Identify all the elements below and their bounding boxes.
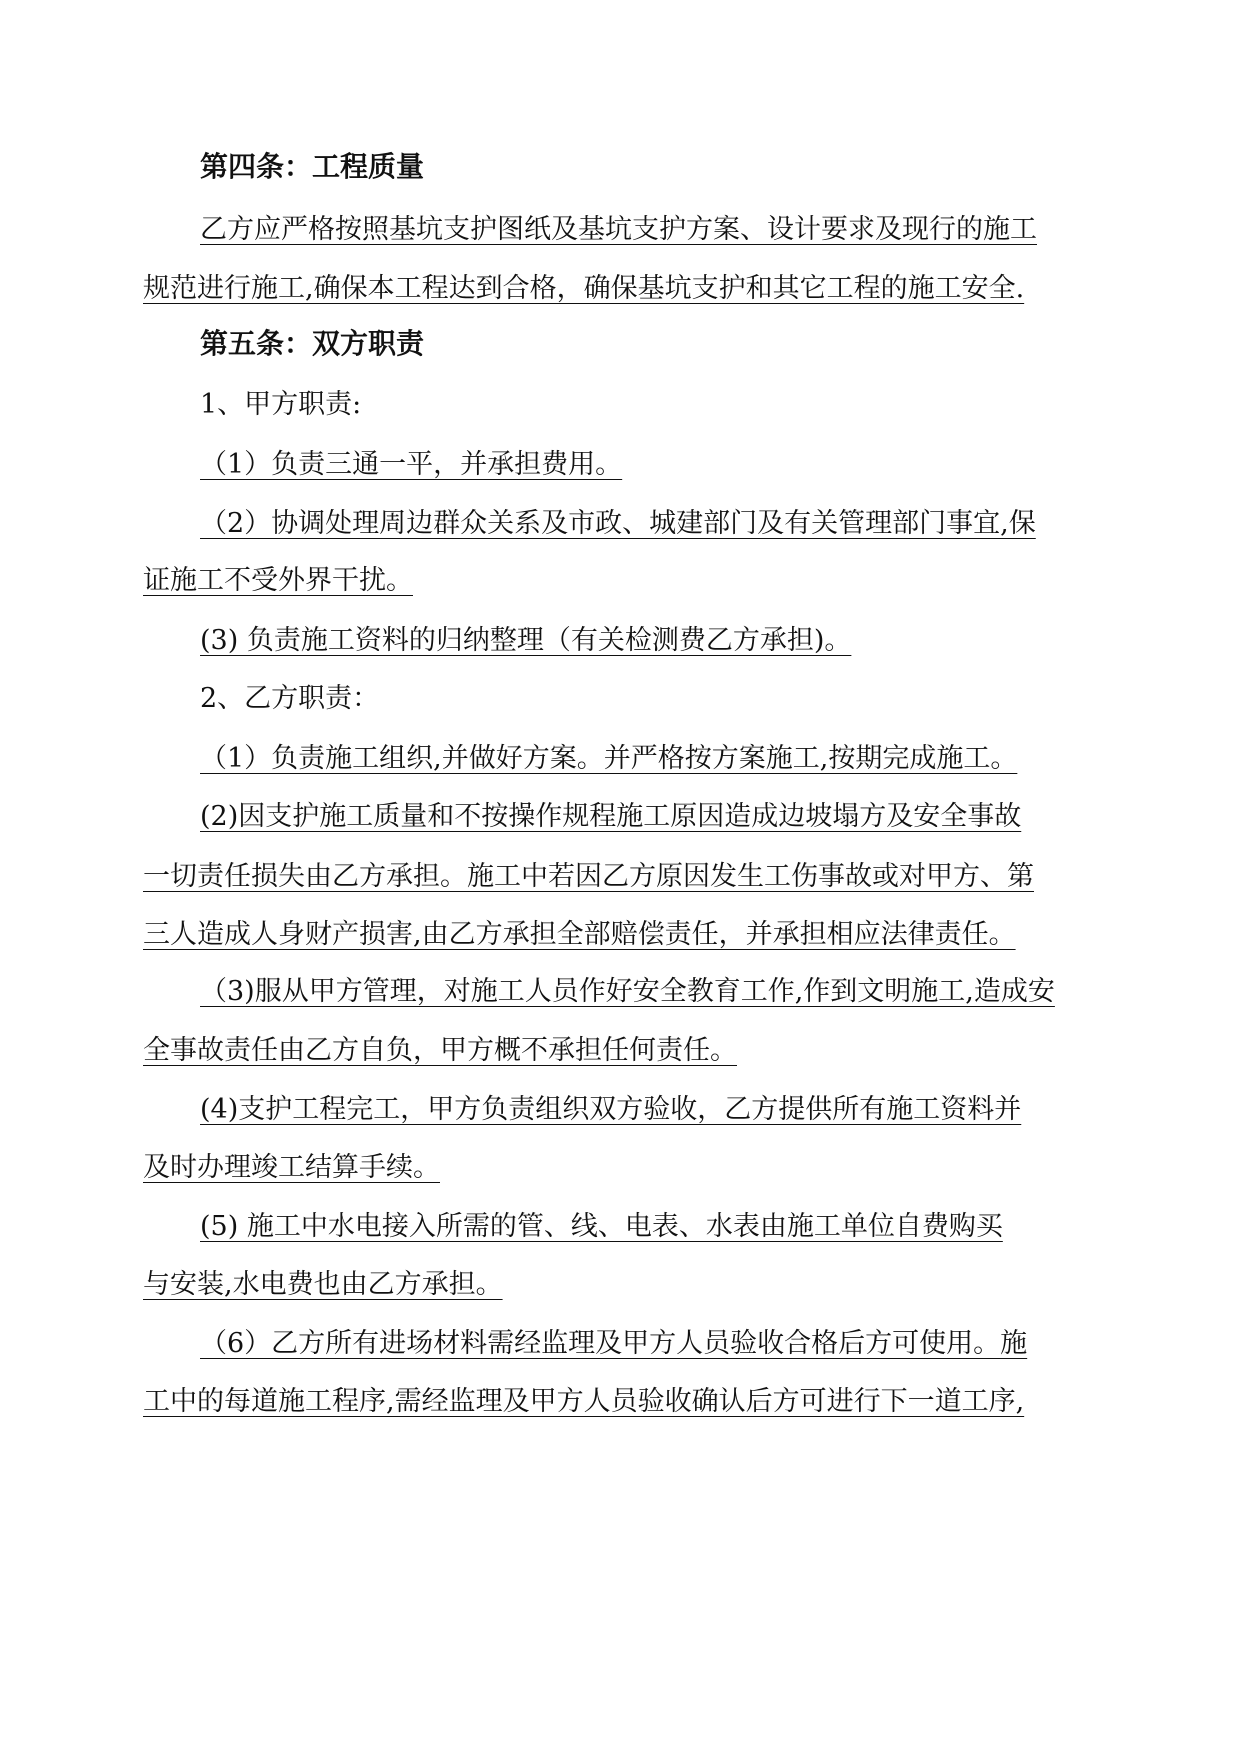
party-b-item-2-line-3: 三人造成人身财产损害,由乙方承担全部赔偿责任，并承担相应法律责任。 [143,919,1016,950]
party-b-item-1: （1）负责施工组织,并做好方案。并严格按方案施工,按期完成施工。 [200,743,1018,774]
section-4-text-line-2: 规范进行施工,确保本工程达到合格，确保基坑支护和其它工程的施工安全. [143,273,1025,304]
party-b-item-6-line-2: 工中的每道施工程序,需经监理及甲方人员验收确认后方可进行下一道工序, [143,1386,1025,1417]
party-a-item-2-line-1: （2）协调处理周边群众关系及市政、城建部门及有关管理部门事宜,保 [200,508,1036,539]
party-a-item-2-line-2: 证施工不受外界干扰。 [143,565,413,596]
party-b-item-4-line-1: (4)支护工程完工，甲方负责组织双方验收，乙方提供所有施工资料并 [200,1094,1022,1125]
party-b-item-3-line-1: （3)服从甲方管理，对施工人员作好安全教育工作,作到文明施工,造成安 [200,976,1055,1007]
party-b-item-5-line-2: 与安装,水电费也由乙方承担。 [143,1269,503,1300]
party-b-item-5-line-1: (5) 施工中水电接入所需的管、线、电表、水表由施工单位自费购买 [200,1211,1003,1242]
party-b-item-6-line-1: （6）乙方所有进场材料需经监理及甲方人员验收合格后方可使用。施 [200,1328,1028,1359]
party-a-item-3: (3) 负责施工资料的归纳整理（有关检测费乙方承担)。 [200,625,852,656]
party-b-item-3-line-2: 全事故责任由乙方自负，甲方概不承担任何责任。 [143,1035,737,1066]
party-b-item-4-line-2: 及时办理竣工结算手续。 [143,1152,440,1183]
party-a-item-1: （1）负责三通一平，并承担费用。 [200,449,623,480]
section-4-text-line-1: 乙方应严格按照基坑支护图纸及基坑支护方案、设计要求及现行的施工 [200,214,1037,245]
party-b-item-2-line-2: 一切责任损失由乙方承担。施工中若因乙方原因发生工伤事故或对甲方、第 [143,861,1034,892]
party-b-duties-title: 2、乙方职责： [200,683,380,714]
party-b-item-2-line-1: (2)因支护施工质量和不按操作规程施工原因造成边坡塌方及安全事故 [200,801,1022,832]
section-4-heading: 第四条：工程质量 [200,150,425,183]
section-5-heading: 第五条：双方职责 [200,327,425,360]
party-a-duties-title: 1、甲方职责: [200,389,362,420]
